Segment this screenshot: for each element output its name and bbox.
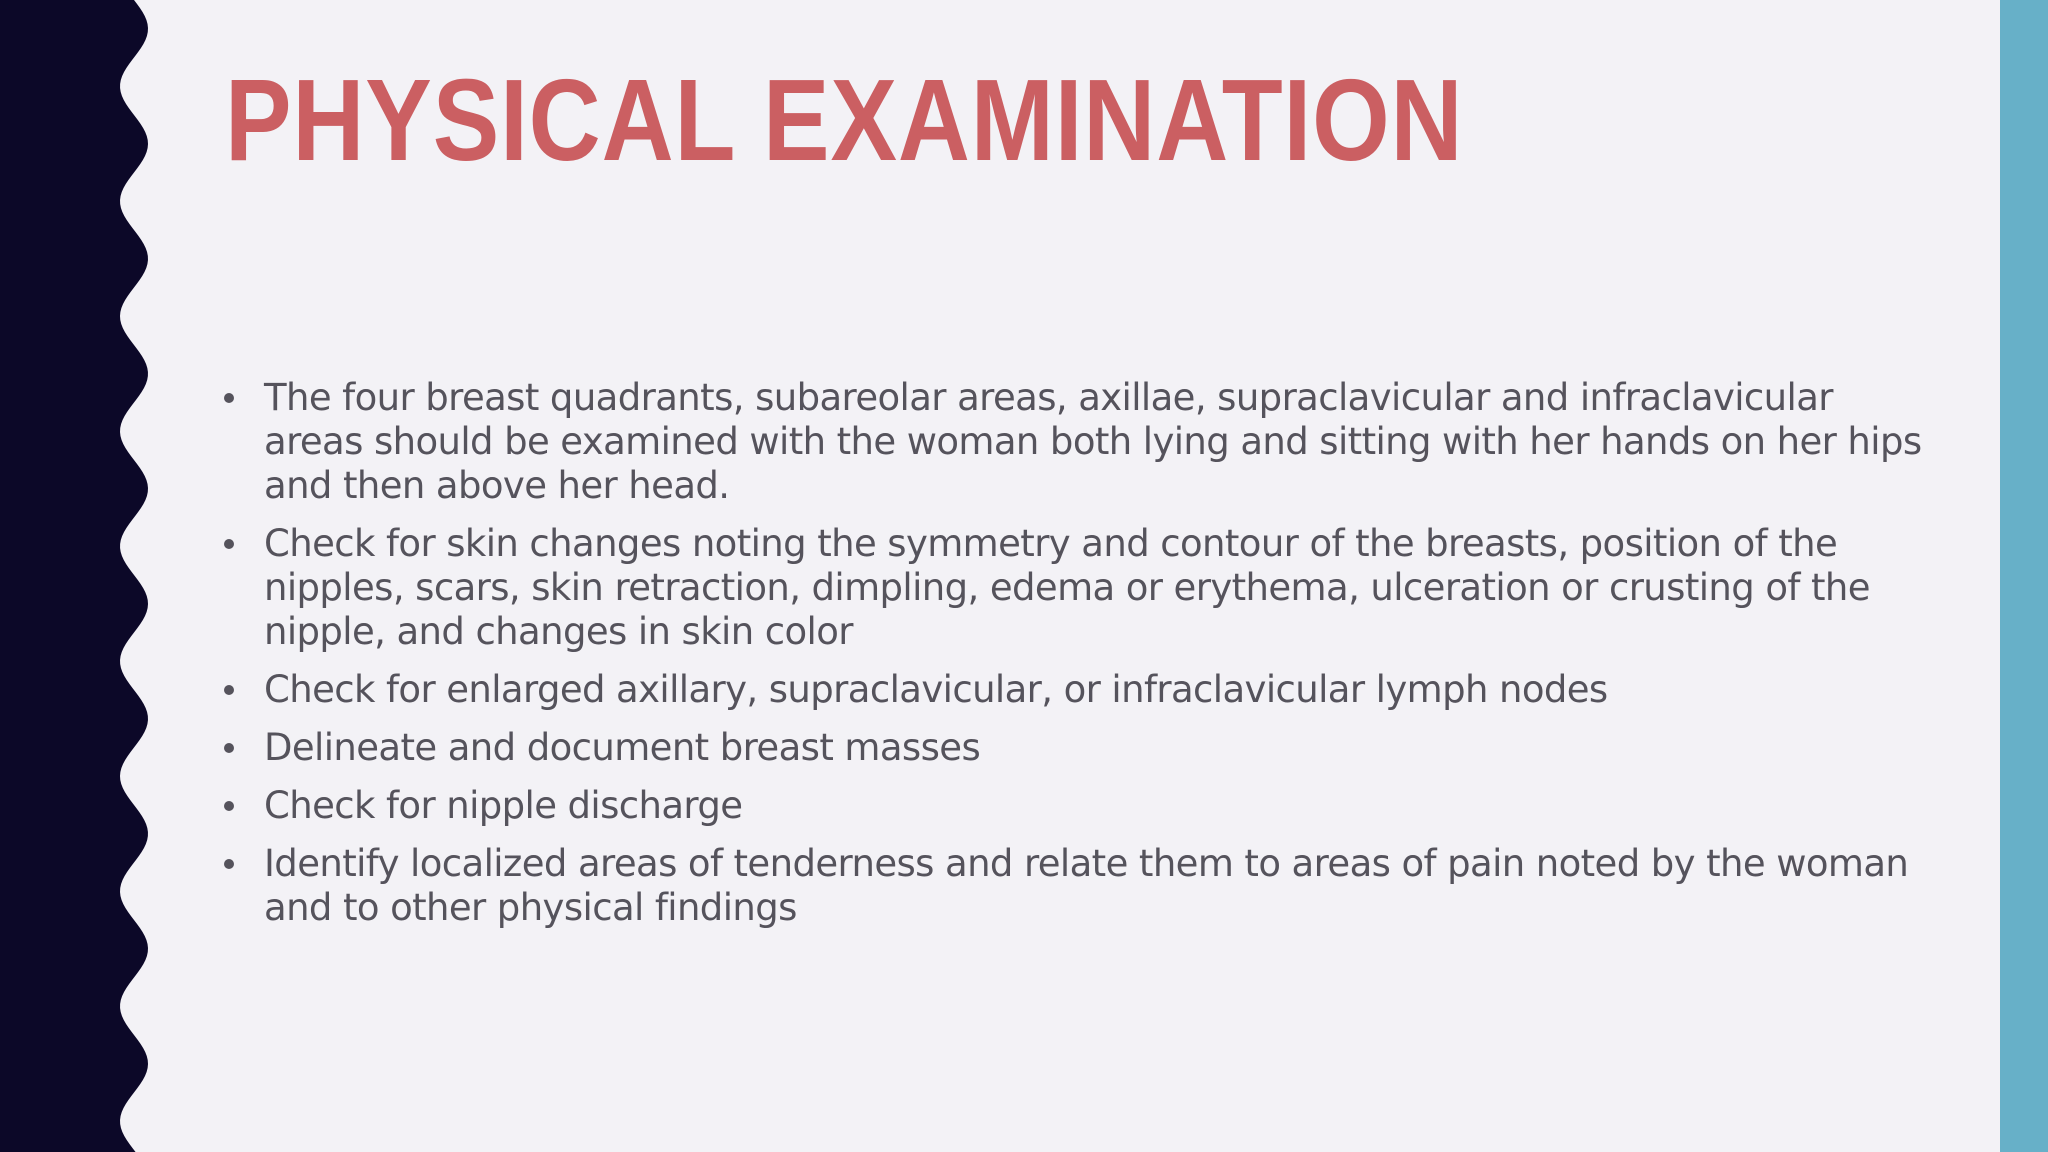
bullet-item bbox=[222, 376, 1922, 508]
bullet-dot-icon bbox=[224, 539, 234, 549]
bullet-dot-icon bbox=[224, 393, 234, 403]
bullet-item bbox=[222, 522, 1922, 654]
bullet-dot-icon bbox=[224, 743, 234, 753]
bullet-item bbox=[222, 668, 1922, 712]
bullet-dot-icon bbox=[224, 685, 234, 695]
bullet-text: Identify localized areas of tenderness and relate them to areas of pain noted by the woman and to other physical findings bbox=[264, 842, 1909, 929]
bullet-text: Check for nipple discharge bbox=[264, 784, 743, 827]
bullet-item bbox=[222, 726, 1922, 770]
bullet-item bbox=[222, 784, 1922, 828]
bullet-item bbox=[222, 842, 1922, 930]
wave-border-decoration bbox=[0, 0, 160, 1152]
bullet-text: Check for enlarged axillary, supraclavicular, or infraclavicular lymph nodes bbox=[264, 668, 1608, 711]
accent-bar bbox=[2000, 0, 2048, 1152]
bullet-dot-icon bbox=[224, 859, 234, 869]
bullet-text: The four breast quadrants, subareolar areas, axillae, supraclavicular and infraclavicular areas should be examined with the woman both lying and sitting with her hands on her hips and then above her head. bbox=[264, 376, 1922, 507]
bullet-text: Check for skin changes noting the symmetry and contour of the breasts, position of the nipples, scars, skin retraction, dimpling, edema or erythema, ulceration or crusting of the nipple, and changes in skin color bbox=[264, 522, 1870, 653]
slide-title: PHYSICAL EXAMINATION bbox=[225, 55, 1464, 185]
bullet-list bbox=[222, 376, 1922, 944]
bullet-dot-icon bbox=[224, 801, 234, 811]
bullet-text: Delineate and document breast masses bbox=[264, 726, 981, 769]
